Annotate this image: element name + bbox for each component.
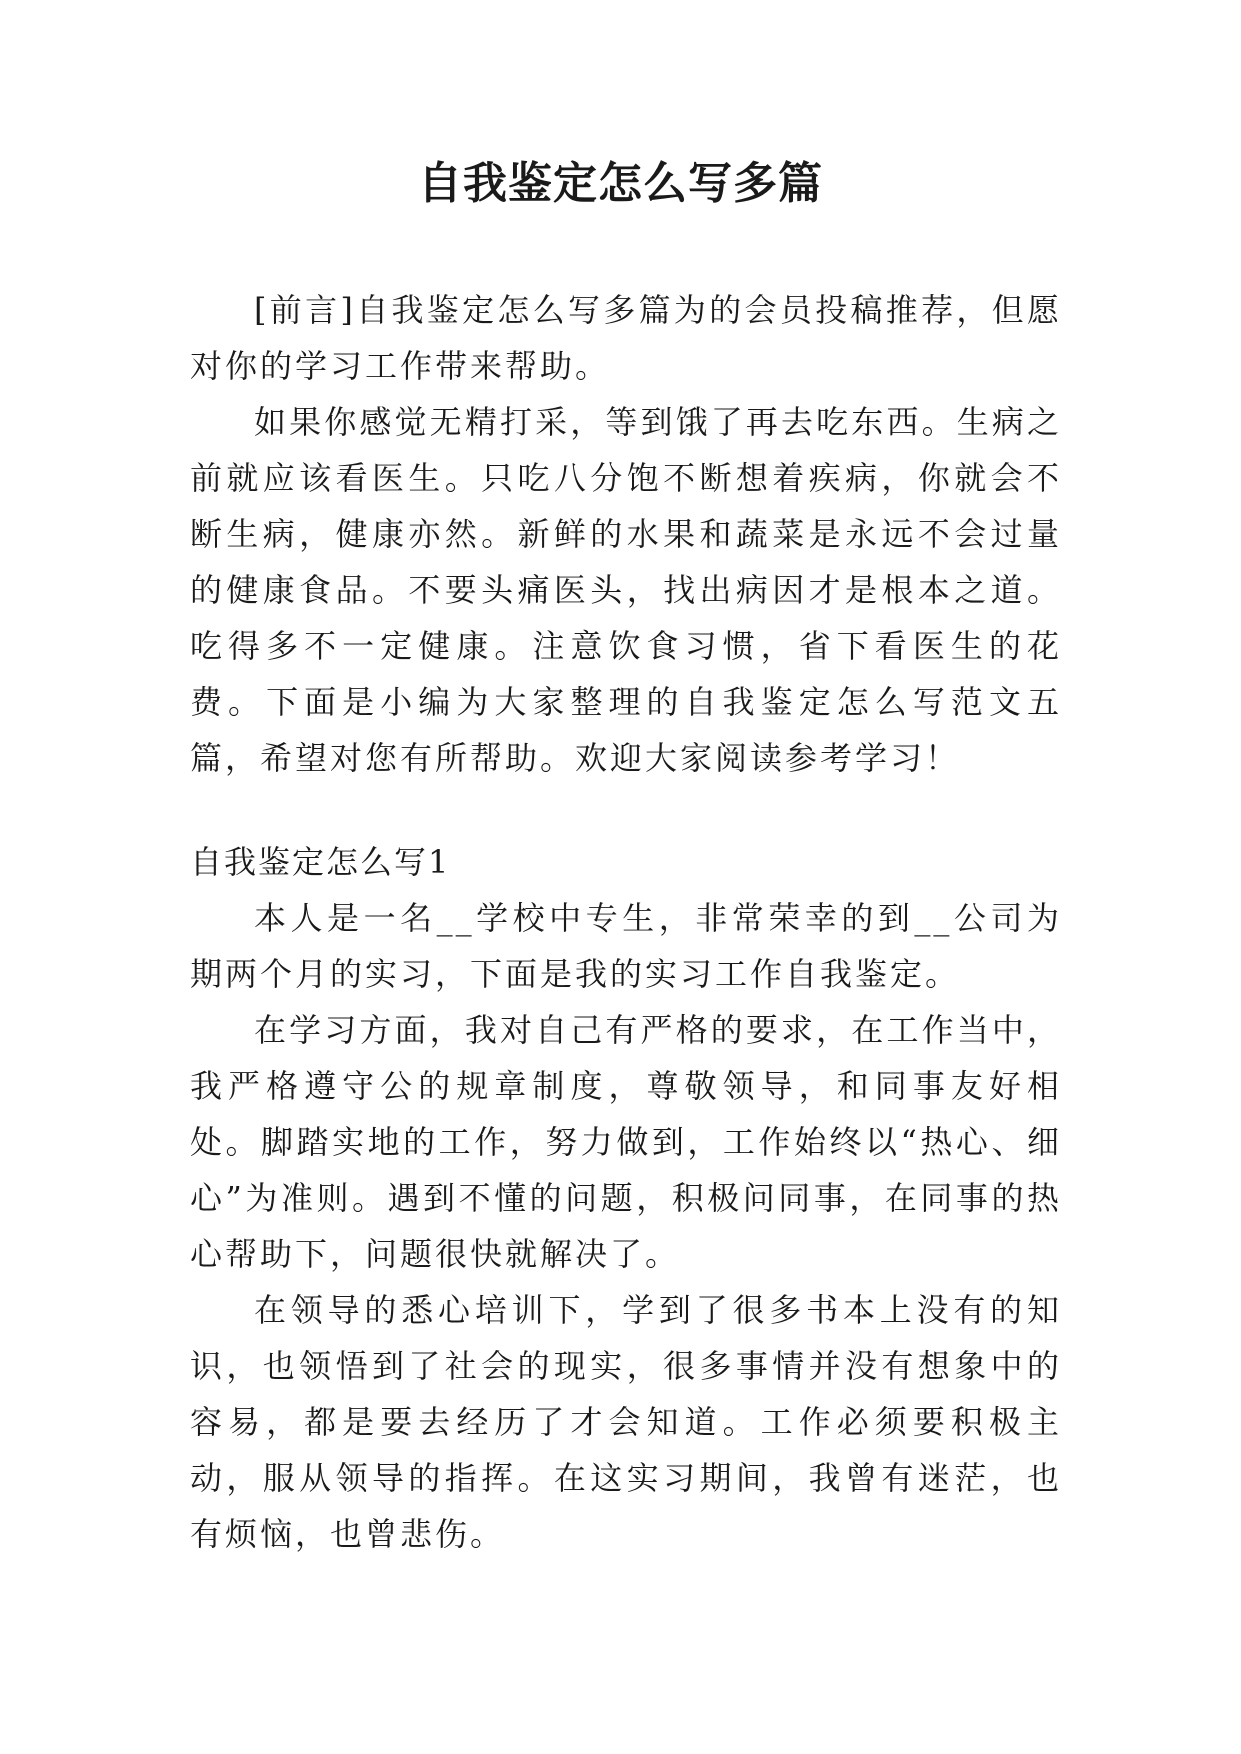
document-title: 自我鉴定怎么写多篇 bbox=[418, 158, 823, 209]
section-1-paragraph-training: 在领导的悉心培训下，学到了很多书本上没有的知识，也领悟到了社会的现实，很多事情并没有想象中的容易，都是要去经历了才会知道。工作必须要积极主动，服从领导的指挥。在这实习期间，我曾有迷茫，也有烦恼，也曾悲伤。 bbox=[190, 1291, 1062, 1553]
intro-paragraph-preface: [前言]自我鉴定怎么写多篇为的会员投稿推荐，但愿对你的学习工作带来帮助。 bbox=[190, 291, 1062, 385]
section-1-paragraph-intro: 本人是一名__学校中专生，非常荣幸的到__公司为期两个月的实习，下面是我的实习工作自我鉴定。 bbox=[190, 899, 1062, 993]
intro-paragraph-health: 如果你感觉无精打采，等到饿了再去吃东西。生病之前就应该看医生。只吃八分饱不断想着疾病，你就会不断生病，健康亦然。新鲜的水果和蔬菜是永远不会过量的健康食品。不要头痛医头，找出病因才是根本之道。吃得多不一定健康。注意饮食习惯，省下看医生的花费。下面是小编为大家整理的自我鉴定怎么写范文五篇，希望对您有所帮助。欢迎大家阅读参考学习！ bbox=[190, 403, 1062, 777]
section-1-paragraph-study: 在学习方面，我对自己有严格的要求，在工作当中，我严格遵守公的规章制度，尊敬领导，和同事友好相处。脚踏实地的工作，努力做到，工作始终以“热心、细心”为准则。遇到不懂的问题，积极问同事，在同事的热心帮助下，问题很快就解决了。 bbox=[190, 1011, 1062, 1273]
document-body bbox=[190, 282, 1062, 1562]
section-heading-1: 自我鉴定怎么写1 bbox=[190, 843, 451, 881]
